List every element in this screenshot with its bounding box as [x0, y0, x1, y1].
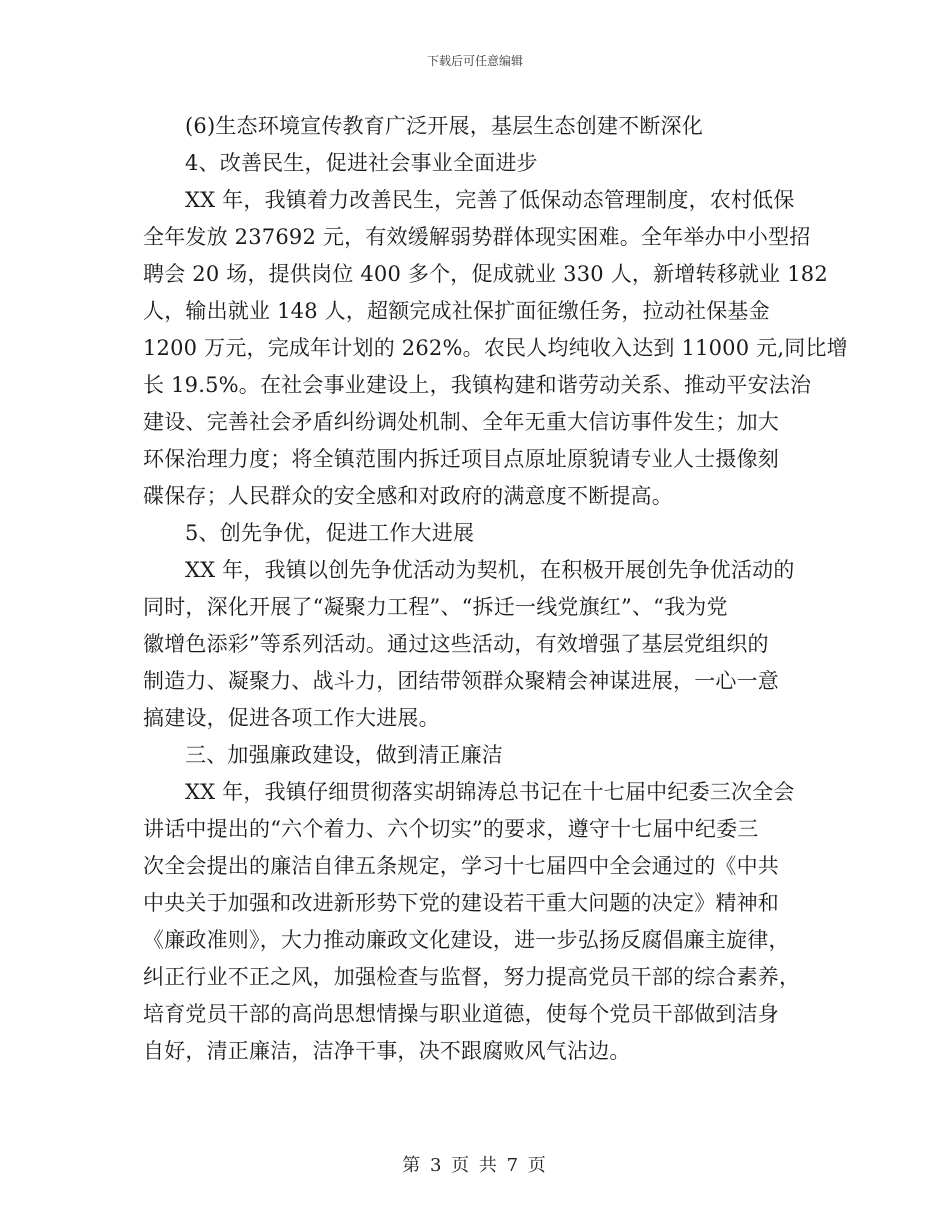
paragraph-line: 环保治理力度；将全镇范围内拆迁项目点原址原貌请专业人士摄像刻 — [143, 447, 779, 471]
paragraph-line: 聘会 20 场，提供岗位 400 多个，促成就业 330 人，新增转移就业 182 — [143, 262, 828, 286]
section-heading-excellence: 5、创先争优，促进工作大进展 — [185, 521, 475, 545]
paragraph-line: 全年发放 237692 元，有效缓解弱势群体现实困难。全年举办中小型招 — [143, 225, 811, 249]
section-heading-integrity: 三、加强廉政建设，做到清正廉洁 — [185, 743, 503, 767]
paragraph-line: 长 19.5%。在社会事业建设上，我镇构建和谐劳动关系、推动平安法治 — [143, 373, 812, 397]
subheading-ecology: (6)生态环境宣传教育广泛开展，基层生态创建不断深化 — [185, 114, 703, 138]
page-header: 下载后可任意编辑 — [426, 54, 523, 68]
paragraph-line: 次全会提出的廉洁自律五条规定，学习十七届四中全会通过的《中共 — [143, 854, 779, 878]
paragraph-line: XX 年，我镇仔细贯彻落实胡锦涛总书记在十七届中纪委三次全会 — [185, 780, 795, 804]
paragraph-line: 建设、完善社会矛盾纠纷调处机制、全年无重大信访事件发生；加大 — [143, 410, 779, 434]
section-heading-livelihood: 4、改善民生，促进社会事业全面进步 — [185, 151, 538, 175]
paragraph-line: XX 年，我镇着力改善民生，完善了低保动态管理制度，农村低保 — [185, 188, 795, 212]
paragraph-line: 中央关于加强和改进新形势下党的建设若干重大问题的决定》精神和 — [143, 891, 779, 915]
paragraph-line: 培育党员干部的高尚思想情操与职业道德，使每个党员干部做到洁身 — [143, 1002, 779, 1026]
paragraph-line: 徽增色添彩”等系列活动。通过这些活动，有效增强了基层党组织的 — [143, 632, 769, 656]
document-body — [143, 108, 848, 1070]
paragraph-line: 搞建设，促进各项工作大进展。 — [143, 706, 440, 730]
paragraph-line: 人，输出就业 148 人，超额完成社保扩面征缴任务，拉动社保基金 — [143, 299, 770, 323]
paragraph-line: XX 年，我镇以创先争优活动为契机，在积极开展创先争优活动的 — [185, 558, 795, 582]
paragraph-line: 同时，深化开展了“凝聚力工程”、“拆迁一线党旗红”、“我为党 — [143, 595, 728, 619]
paragraph-line: 1200 万元，完成年计划的 262%。农民人均纯收入达到 11000 元,同比增 — [143, 336, 848, 360]
paragraph-line: 讲话中提出的“六个着力、六个切实”的要求，遵守十七届中纪委三 — [143, 817, 759, 841]
paragraph-line: 自好，清正廉洁，洁净干事，决不跟腐败风气沾边。 — [143, 1039, 631, 1063]
page-number: 第 3 页 共 7 页 — [402, 1155, 548, 1176]
paragraph-line: 《廉政准则》，大力推动廉政文化建设，进一步弘扬反腐倡廉主旋律， — [143, 928, 790, 952]
paragraph-line: 纠正行业不正之风，加强检查与监督，努力提高党员干部的综合素养， — [143, 965, 801, 989]
paragraph-line: 碟保存；人民群众的安全感和对政府的满意度不断提高。 — [143, 484, 673, 508]
paragraph-line: 制造力、凝聚力、战斗力，团结带领群众聚精会神谋进展，一心一意 — [143, 669, 779, 693]
